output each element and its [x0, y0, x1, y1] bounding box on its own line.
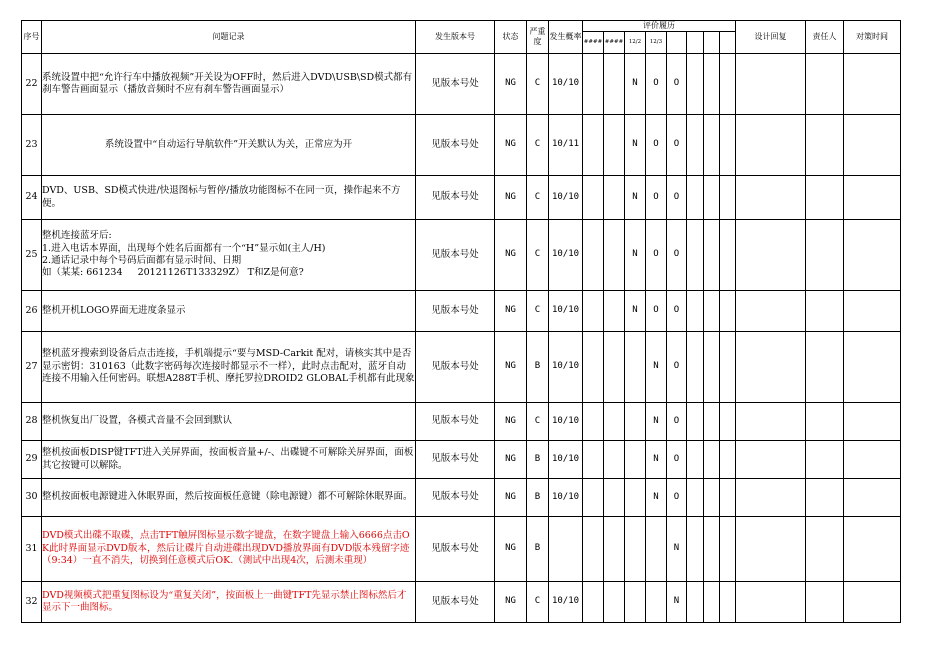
design-reply-cell — [736, 54, 806, 115]
eval-cell — [720, 582, 736, 623]
eval-cell — [704, 291, 720, 332]
issue-description: 整机按面板DISP键TFT进入关屏界面，按面板音量+/-、出碟键不可解除关屏界面，面板其它按键可以解除。 — [42, 441, 416, 479]
version-cell: 见版本号处 — [416, 176, 495, 220]
severity-cell: B — [527, 332, 549, 403]
eval-cell: N — [625, 291, 646, 332]
status-cell: NG — [495, 479, 527, 517]
eval-cell — [704, 176, 720, 220]
eval-cell — [720, 220, 736, 291]
eval-sub-header-empty — [704, 32, 720, 54]
status-cell: NG — [495, 291, 527, 332]
eval-cell — [704, 479, 720, 517]
eval-cell: N — [646, 441, 667, 479]
eval-sub-header: #### — [583, 32, 604, 54]
eval-cell: N — [625, 115, 646, 176]
eval-cell — [687, 54, 704, 115]
table-row — [22, 115, 901, 176]
eval-cell — [583, 115, 604, 176]
eval-cell — [604, 479, 625, 517]
row-number: 24 — [22, 176, 42, 220]
severity-cell: C — [527, 403, 549, 441]
issue-description: 整机开机LOGO界面无进度条显示 — [42, 291, 416, 332]
row-number: 27 — [22, 332, 42, 403]
eval-cell: O — [646, 291, 667, 332]
eval-cell — [583, 291, 604, 332]
fix-time-cell — [844, 479, 901, 517]
table-row — [22, 332, 901, 403]
version-cell: 见版本号处 — [416, 291, 495, 332]
eval-cell — [583, 176, 604, 220]
severity-cell: C — [527, 582, 549, 623]
severity-cell: C — [527, 115, 549, 176]
row-number: 26 — [22, 291, 42, 332]
eval-cell — [704, 517, 720, 582]
eval-sub-header-empty — [687, 32, 704, 54]
owner-cell — [806, 403, 844, 441]
row-number: 32 — [22, 582, 42, 623]
eval-cell — [720, 479, 736, 517]
version-cell: 见版本号处 — [416, 517, 495, 582]
frequency-cell: 10/10 — [549, 441, 583, 479]
eval-cell — [604, 176, 625, 220]
severity-cell: C — [527, 176, 549, 220]
eval-cell — [687, 441, 704, 479]
version-cell: 见版本号处 — [416, 582, 495, 623]
eval-cell — [583, 479, 604, 517]
issue-description: 整机恢复出厂设置，各模式音量不会回到默认 — [42, 403, 416, 441]
row-number: 31 — [22, 517, 42, 582]
design-reply-cell — [736, 332, 806, 403]
eval-cell — [720, 441, 736, 479]
eval-cell: N — [625, 54, 646, 115]
eval-cell — [687, 176, 704, 220]
eval-cell — [583, 332, 604, 403]
fix-time-cell — [844, 291, 901, 332]
eval-cell — [687, 220, 704, 291]
owner-cell — [806, 332, 844, 403]
header-row-top — [22, 21, 901, 32]
eval-cell — [604, 332, 625, 403]
row-number: 30 — [22, 479, 42, 517]
design-reply-cell — [736, 176, 806, 220]
eval-cell — [704, 54, 720, 115]
eval-cell — [720, 403, 736, 441]
eval-sub-header-empty — [667, 32, 687, 54]
design-reply-cell — [736, 479, 806, 517]
eval-cell — [604, 403, 625, 441]
status-cell: NG — [495, 403, 527, 441]
eval-sub-header: 12/3 — [646, 32, 667, 54]
severity-cell: C — [527, 220, 549, 291]
col-fixtime-header: 对策时间 — [844, 21, 901, 54]
row-number: 28 — [22, 403, 42, 441]
issue-description: DVD模式出碟不取碟，点击TFT触屏图标显示数字键盘，在数字键盘上输入6666点击OK此时界面显示DVD版本，然后让碟片自动进碟出现DVD播放界面有DVD版本残留字迹（9:34）一直不消失，切换到任意模式后OK.（测试中出现4次，后测未重现） — [42, 517, 416, 582]
eval-sub-header: #### — [604, 32, 625, 54]
eval-cell: N — [646, 332, 667, 403]
status-cell: NG — [495, 582, 527, 623]
eval-cell: N — [625, 220, 646, 291]
version-cell: 见版本号处 — [416, 115, 495, 176]
version-cell: 见版本号处 — [416, 54, 495, 115]
eval-cell — [625, 403, 646, 441]
eval-cell — [720, 115, 736, 176]
version-cell: 见版本号处 — [416, 479, 495, 517]
table-row — [22, 291, 901, 332]
frequency-cell — [549, 517, 583, 582]
table-row — [22, 582, 901, 623]
design-reply-cell — [736, 517, 806, 582]
eval-cell — [720, 332, 736, 403]
frequency-cell: 10/10 — [549, 479, 583, 517]
eval-cell — [704, 582, 720, 623]
owner-cell — [806, 291, 844, 332]
status-cell: NG — [495, 54, 527, 115]
eval-sub-header-empty — [720, 32, 736, 54]
owner-cell — [806, 517, 844, 582]
eval-cell — [625, 517, 646, 582]
eval-cell: N — [646, 479, 667, 517]
eval-cell — [583, 441, 604, 479]
owner-cell — [806, 176, 844, 220]
eval-cell — [687, 332, 704, 403]
frequency-cell: 10/10 — [549, 176, 583, 220]
eval-cell — [687, 291, 704, 332]
severity-cell: B — [527, 441, 549, 479]
eval-cell: O — [667, 441, 687, 479]
owner-cell — [806, 582, 844, 623]
fix-time-cell — [844, 176, 901, 220]
eval-cell — [704, 220, 720, 291]
eval-cell — [687, 115, 704, 176]
eval-cell — [720, 517, 736, 582]
fix-time-cell — [844, 441, 901, 479]
design-reply-cell — [736, 403, 806, 441]
table-row — [22, 517, 901, 582]
eval-cell — [625, 479, 646, 517]
eval-cell — [604, 54, 625, 115]
col-owner-header: 责任人 — [806, 21, 844, 54]
eval-cell — [687, 403, 704, 441]
frequency-cell: 10/10 — [549, 54, 583, 115]
eval-cell: O — [646, 176, 667, 220]
issue-description: 系统设置中“自动运行导航软件”开关默认为关，正常应为开 — [42, 115, 416, 176]
row-number: 22 — [22, 54, 42, 115]
eval-cell — [604, 220, 625, 291]
version-cell: 见版本号处 — [416, 403, 495, 441]
col-reply-header: 设计回复 — [736, 21, 806, 54]
table-row — [22, 441, 901, 479]
fix-time-cell — [844, 582, 901, 623]
eval-cell — [583, 517, 604, 582]
eval-cell — [604, 582, 625, 623]
row-number: 29 — [22, 441, 42, 479]
issue-description: 整机连接蓝牙后: 1.进入电话本界面，出现每个姓名后面都有一个“H”显示如(主人/H) 2.通话记录中每个号码后面都有显示时间、日期 如（某某: 661234 20121126T133329Z） T和Z是何意? — [42, 220, 416, 291]
eval-cell — [625, 441, 646, 479]
issue-table — [21, 20, 901, 623]
eval-cell — [583, 54, 604, 115]
version-cell: 见版本号处 — [416, 441, 495, 479]
eval-cell: O — [667, 332, 687, 403]
fix-time-cell — [844, 332, 901, 403]
eval-cell — [720, 54, 736, 115]
eval-cell: O — [646, 220, 667, 291]
issue-description: DVD视频模式把重复图标设为“重复关闭”，按面板上一曲键TFT先显示禁止图标然后才显示下一曲图标。 — [42, 582, 416, 623]
eval-cell — [583, 403, 604, 441]
eval-cell — [720, 176, 736, 220]
col-freq-header: 发生概率 — [549, 21, 583, 54]
table-row — [22, 54, 901, 115]
eval-cell: O — [667, 479, 687, 517]
row-number: 25 — [22, 220, 42, 291]
eval-cell — [625, 332, 646, 403]
eval-cell — [604, 291, 625, 332]
design-reply-cell — [736, 291, 806, 332]
fix-time-cell — [844, 403, 901, 441]
eval-cell — [583, 220, 604, 291]
status-cell: NG — [495, 517, 527, 582]
eval-cell: O — [667, 220, 687, 291]
eval-cell — [625, 582, 646, 623]
eval-cell — [687, 479, 704, 517]
issue-description: 整机按面板电源键进入休眠界面，然后按面板任意键（除电源键）都不可解除休眠界面。 — [42, 479, 416, 517]
eval-cell: N — [667, 517, 687, 582]
eval-cell — [604, 115, 625, 176]
issue-description: DVD、USB、SD模式快进/快退图标与暂停/播放功能图标不在同一页，操作起来不方便。 — [42, 176, 416, 220]
severity-cell: C — [527, 291, 549, 332]
fix-time-cell — [844, 54, 901, 115]
issue-description: 系统设置中把“允许行车中播放视频”开关设为OFF时，然后进入DVD\USB\SD模式都有刹车警告画面显示（播放音频时不应有刹车警告画面显示） — [42, 54, 416, 115]
col-severity-header: 严重度 — [527, 21, 549, 54]
severity-cell: B — [527, 517, 549, 582]
status-cell: NG — [495, 220, 527, 291]
eval-cell — [704, 441, 720, 479]
table-row — [22, 479, 901, 517]
status-cell: NG — [495, 115, 527, 176]
eval-cell: N — [646, 403, 667, 441]
status-cell: NG — [495, 176, 527, 220]
table-row — [22, 403, 901, 441]
owner-cell — [806, 441, 844, 479]
design-reply-cell — [736, 582, 806, 623]
severity-cell: C — [527, 54, 549, 115]
status-cell: NG — [495, 441, 527, 479]
eval-cell — [604, 517, 625, 582]
col-issue-header: 问题记录 — [42, 21, 416, 54]
eval-cell — [704, 332, 720, 403]
eval-cell: O — [646, 54, 667, 115]
col-status-header: 状态 — [495, 21, 527, 54]
eval-cell — [704, 115, 720, 176]
fix-time-cell — [844, 115, 901, 176]
eval-cell — [720, 291, 736, 332]
eval-cell: O — [667, 291, 687, 332]
issue-rows — [22, 54, 901, 623]
frequency-cell: 10/10 — [549, 332, 583, 403]
row-number: 23 — [22, 115, 42, 176]
eval-cell — [704, 403, 720, 441]
frequency-cell: 10/11 — [549, 115, 583, 176]
frequency-cell: 10/10 — [549, 582, 583, 623]
owner-cell — [806, 54, 844, 115]
eval-sub-header: 12/2 — [625, 32, 646, 54]
col-seq-header: 序号 — [22, 21, 42, 54]
design-reply-cell — [736, 441, 806, 479]
fix-time-cell — [844, 220, 901, 291]
fix-time-cell — [844, 517, 901, 582]
eval-cell: N — [667, 582, 687, 623]
frequency-cell: 10/10 — [549, 291, 583, 332]
eval-cell — [687, 582, 704, 623]
eval-cell: O — [667, 403, 687, 441]
frequency-cell: 10/10 — [549, 220, 583, 291]
eval-cell — [687, 517, 704, 582]
owner-cell — [806, 115, 844, 176]
eval-cell: O — [667, 54, 687, 115]
eval-cell — [604, 441, 625, 479]
eval-cell — [646, 582, 667, 623]
col-eval-header: 评价履历 — [583, 21, 736, 32]
severity-cell: B — [527, 479, 549, 517]
eval-cell: N — [625, 176, 646, 220]
design-reply-cell — [736, 220, 806, 291]
col-version-header: 发生版本号 — [416, 21, 495, 54]
table-row — [22, 176, 901, 220]
eval-cell: O — [667, 176, 687, 220]
frequency-cell: 10/10 — [549, 403, 583, 441]
version-cell: 见版本号处 — [416, 332, 495, 403]
owner-cell — [806, 479, 844, 517]
table-row — [22, 220, 901, 291]
design-reply-cell — [736, 115, 806, 176]
owner-cell — [806, 220, 844, 291]
issue-description: 整机蓝牙搜索到设备后点击连接，手机端提示“要与MSD-Carkit 配对，请核实其中是否显示密钥：310163（此数字密码每次连接时都显示不一样），此时点击配对，蓝牙自动连接不用输入任何密码。联想A288T手机、摩托罗拉DROID2 GLOBAL手机都有此现象 — [42, 332, 416, 403]
status-cell: NG — [495, 332, 527, 403]
eval-cell: O — [667, 115, 687, 176]
version-cell: 见版本号处 — [416, 220, 495, 291]
eval-cell — [646, 517, 667, 582]
eval-cell — [583, 582, 604, 623]
eval-cell: O — [646, 115, 667, 176]
